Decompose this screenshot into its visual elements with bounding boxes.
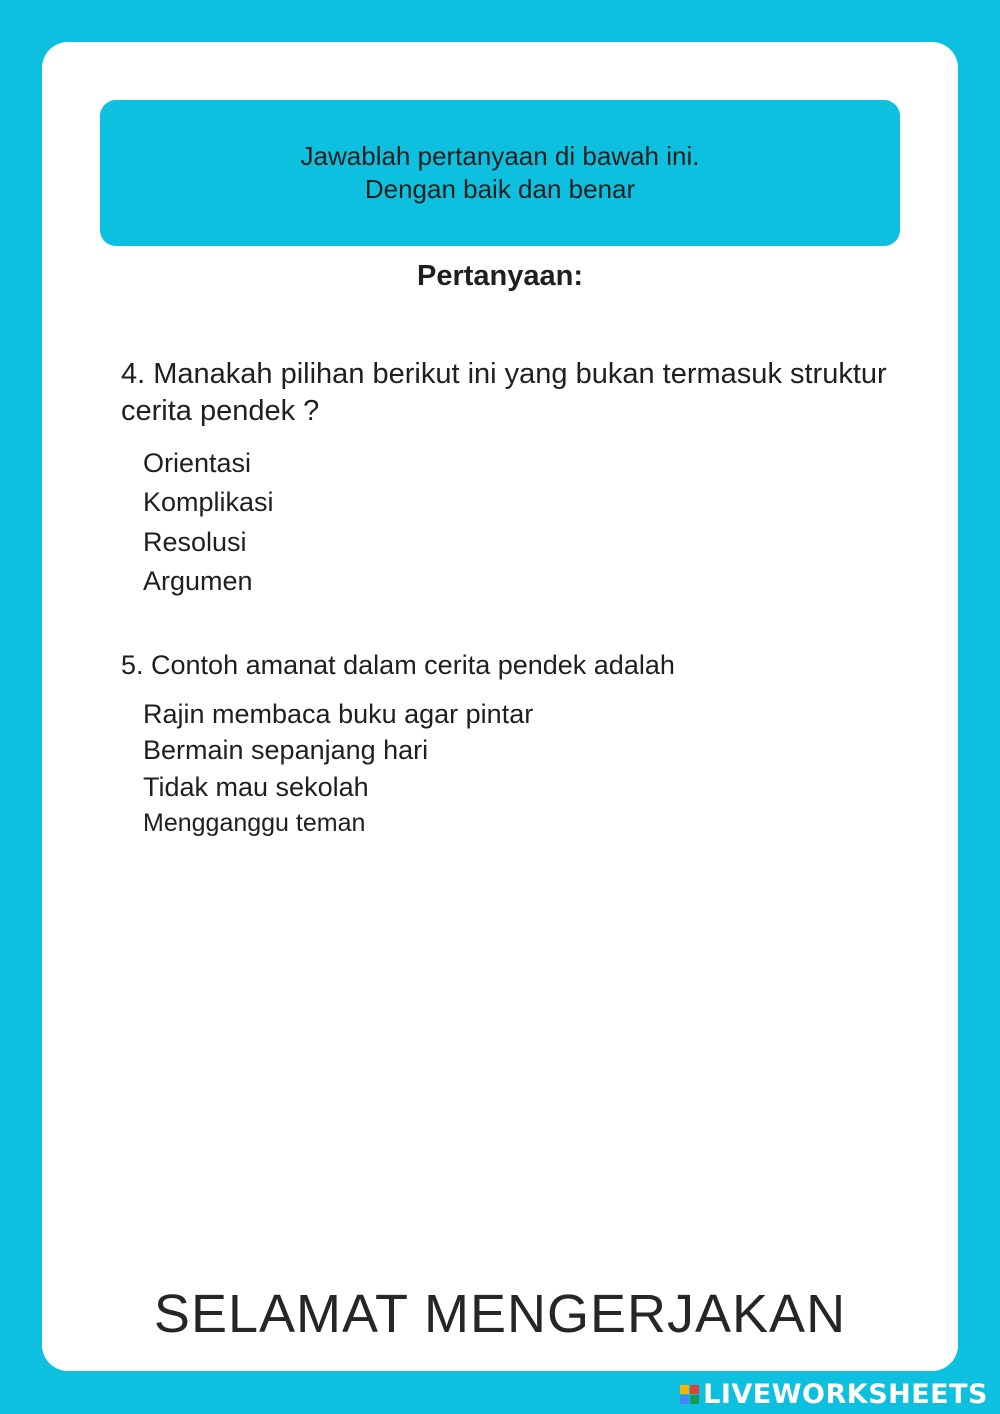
answer-option[interactable]: Tidak mau sekolah xyxy=(143,771,369,802)
answer-option[interactable]: Bermain sepanjang hari xyxy=(143,735,429,766)
liveworksheets-logo-icon xyxy=(680,1385,699,1404)
answer-option[interactable]: Orientasi xyxy=(143,448,252,478)
question-5-text: 5. Contoh amanat dalam cerita pendek adalah xyxy=(121,650,675,680)
question-4-text: 4. Manakah pilihan berikut ini yang bukan termasuk struktur cerita pendek ? xyxy=(121,358,887,427)
instruction-line-1: Jawablah pertanyaan di bawah ini. xyxy=(300,141,700,171)
answer-option[interactable]: Rajin membaca buku agar pintar xyxy=(143,699,534,729)
answer-option[interactable]: Mengganggu teman xyxy=(143,808,366,837)
instruction-banner xyxy=(100,100,900,246)
instruction-line-2: Dengan baik dan benar xyxy=(364,174,636,204)
question-4-options xyxy=(143,445,274,602)
brand-name: LIVEWORKSHEETS xyxy=(703,1379,988,1410)
answer-option[interactable]: Komplikasi xyxy=(143,487,274,518)
answer-option[interactable]: Argumen xyxy=(143,565,253,596)
answer-option[interactable]: Resolusi xyxy=(143,526,247,557)
section-title: Pertanyaan: xyxy=(416,260,583,292)
question-5-options xyxy=(143,697,533,842)
footer-greeting: SELAMAT MENGERJAKAN xyxy=(153,1284,847,1344)
liveworksheets-brand xyxy=(680,1379,988,1410)
